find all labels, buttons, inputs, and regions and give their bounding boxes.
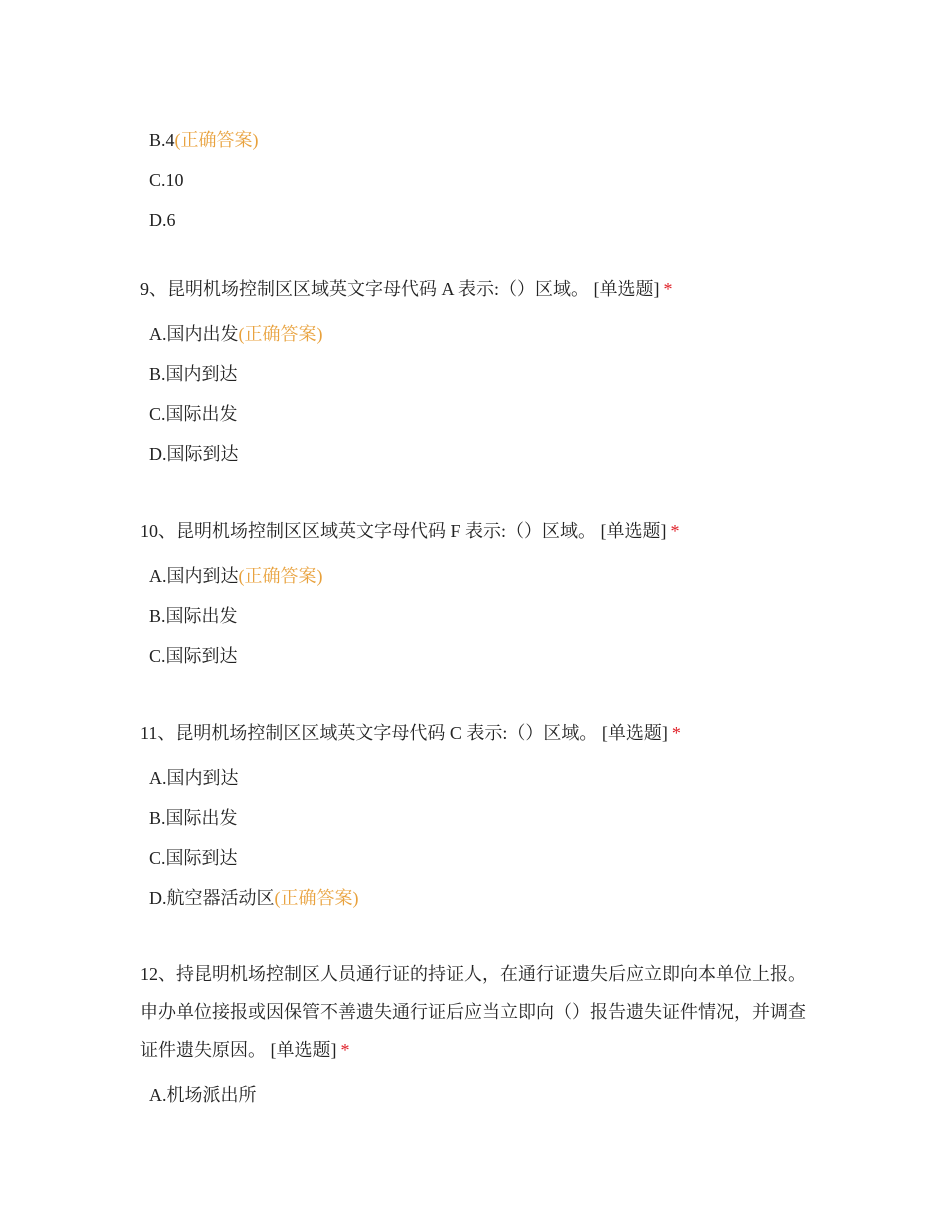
question-10 <box>140 512 820 676</box>
correct-answer-tag: (正确答案) <box>274 888 359 908</box>
option-c[interactable]: C.国际到达 <box>149 646 238 666</box>
option-b[interactable]: B.国际出发 <box>149 808 238 828</box>
option-list <box>149 556 820 676</box>
option-list <box>149 758 820 918</box>
question-9 <box>140 270 820 474</box>
option-d[interactable]: D.6 <box>149 210 176 230</box>
question-stem: 9、昆明机场控制区区域英文字母代码 A 表示:（）区域。 [单选题] * <box>140 279 673 299</box>
option-list <box>149 314 820 474</box>
question-type-label: [单选题] <box>601 723 668 743</box>
question-type-label: [单选题] <box>600 521 667 541</box>
correct-answer-tag: (正确答案) <box>174 130 259 150</box>
required-mark: * <box>663 279 673 299</box>
question-stem: 11、昆明机场控制区区域英文字母代码 C 表示:（）区域。 [单选题] * <box>140 723 681 743</box>
option-a[interactable]: A.国内出发(正确答案) <box>149 324 323 344</box>
option-b[interactable]: B.国内到达 <box>149 364 238 384</box>
option-a[interactable]: A.机场派出所 <box>149 1085 257 1105</box>
option-d[interactable]: D.国际到达 <box>149 444 239 464</box>
option-b[interactable]: B.国际出发 <box>149 606 238 626</box>
question-stem: 10、昆明机场控制区区域英文字母代码 F 表示:（）区域。 [单选题] * <box>140 521 680 541</box>
required-mark: * <box>671 723 681 743</box>
option-c[interactable]: C.国际到达 <box>149 848 238 868</box>
required-mark: * <box>340 1040 350 1060</box>
option-b[interactable]: B.4(正确答案) <box>149 130 259 150</box>
option-a[interactable]: A.国内到达 <box>149 768 239 788</box>
option-c[interactable]: C.国际出发 <box>149 404 238 424</box>
correct-answer-tag: (正确答案) <box>238 324 323 344</box>
previous-question-options <box>149 120 259 240</box>
question-type-label: [单选题] <box>270 1040 337 1060</box>
question-11 <box>140 714 820 918</box>
option-d[interactable]: D.航空器活动区(正确答案) <box>149 888 359 908</box>
option-list <box>149 1075 820 1115</box>
question-12 <box>140 955 820 1115</box>
option-a[interactable]: A.国内到达(正确答案) <box>149 566 323 586</box>
option-c[interactable]: C.10 <box>149 170 184 190</box>
required-mark: * <box>670 521 680 541</box>
question-stem: 12、持昆明机场控制区人员通行证的持证人，在通行证遗失后应立即向本单位上报。 申办单位接报或因保管不善遗失通行证后应当立即向（）报告遗失证件情况，并调查证件遗失原因。 [单选题] * <box>140 964 806 1060</box>
correct-answer-tag: (正确答案) <box>238 566 323 586</box>
question-type-label: [单选题] <box>593 279 660 299</box>
